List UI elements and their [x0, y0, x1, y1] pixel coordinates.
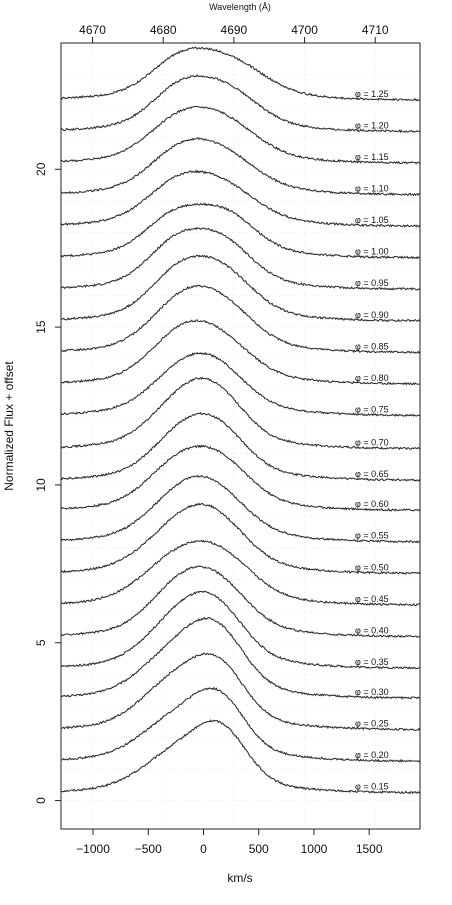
- top-tick-label: 4670: [79, 23, 106, 37]
- top-tick-label: 4680: [149, 23, 177, 37]
- x-tick-label: 1500: [355, 842, 383, 856]
- phase-label: φ = 0.55: [355, 530, 389, 541]
- phase-label: φ = 0.95: [355, 278, 389, 289]
- y-tick-label: 10: [34, 478, 49, 492]
- phase-label: φ = 1.10: [355, 183, 389, 194]
- phase-label: φ = 0.65: [355, 469, 389, 480]
- phase-label: φ = 1.15: [355, 151, 389, 162]
- phase-label: φ = 1.20: [355, 120, 389, 131]
- y-tick-label: 20: [34, 162, 49, 176]
- phase-label: φ = 0.30: [355, 687, 389, 697]
- phase-label: φ = 0.60: [355, 499, 389, 510]
- phase-label: φ = 0.80: [355, 372, 389, 383]
- phase-label: φ = 1.25: [355, 88, 389, 99]
- phase-label: φ = 0.40: [355, 625, 389, 636]
- y-tick-label: 5: [34, 639, 49, 647]
- phase-label: φ = 1.00: [355, 246, 389, 257]
- phase-label: φ = 0.25: [355, 718, 389, 729]
- x-tick-label: 0: [200, 842, 207, 856]
- phase-label: φ = 1.05: [355, 215, 389, 226]
- x-tick-label: 500: [248, 842, 269, 856]
- top-tick-label: 4700: [291, 23, 318, 37]
- y-axis-title: Normalized Flux + offset: [2, 361, 16, 491]
- phase-label: φ = 0.15: [355, 781, 389, 792]
- x-tick-label: 1000: [300, 842, 328, 856]
- y-tick-label: 15: [34, 320, 49, 334]
- phase-label: φ = 0.75: [355, 404, 389, 415]
- top-tick-label: 4690: [220, 23, 248, 37]
- phase-label: φ = 0.20: [355, 750, 389, 761]
- phase-label: φ = 0.70: [355, 437, 389, 448]
- phase-label: φ = 0.45: [355, 593, 389, 604]
- x-axis-title: km/s: [227, 871, 253, 885]
- phase-label: φ = 0.85: [355, 341, 389, 352]
- phase-label: φ = 0.50: [355, 562, 389, 573]
- phase-label: φ = 0.90: [355, 309, 389, 320]
- top-tick-label: 4710: [361, 23, 389, 37]
- phase-label: φ = 0.35: [355, 657, 389, 668]
- x-tick-label: −1000: [76, 842, 110, 856]
- x-tick-label: −500: [134, 842, 162, 856]
- top-axis-title: Wavelength (Å): [209, 2, 271, 12]
- y-tick-label: 0: [34, 797, 49, 804]
